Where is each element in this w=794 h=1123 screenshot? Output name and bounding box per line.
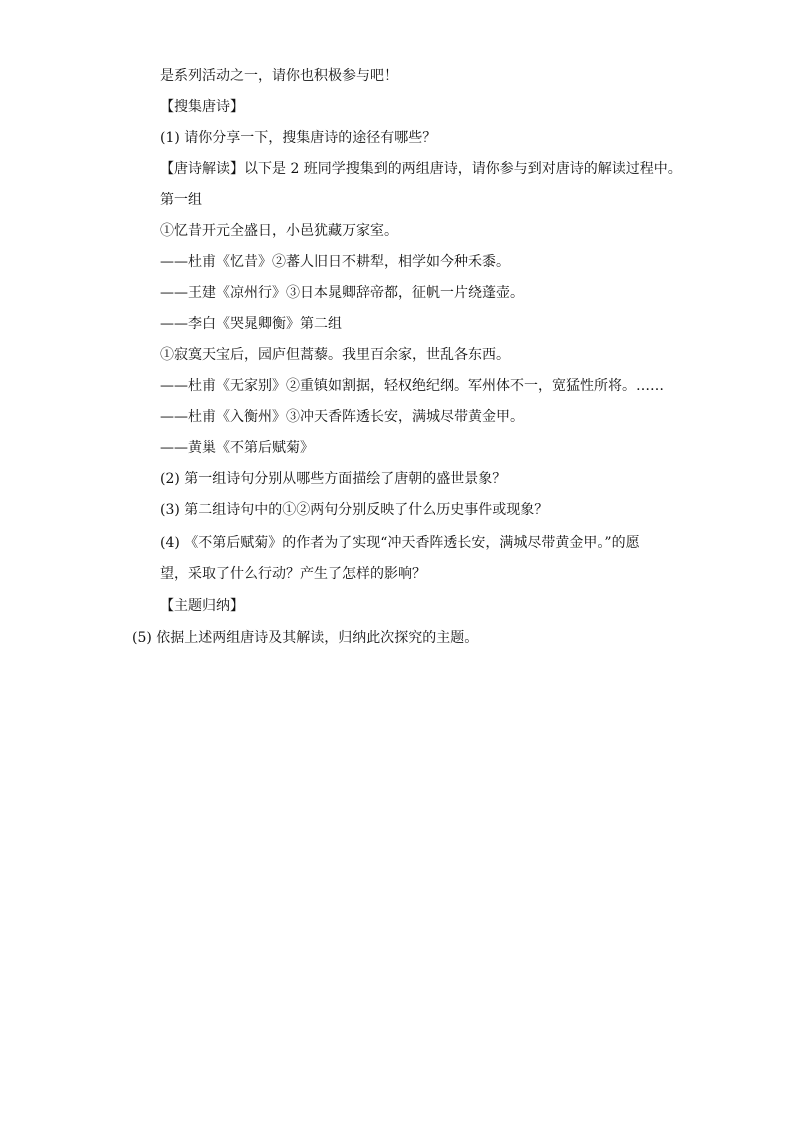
poem-line: ①寂寞天宝后，园庐但蒿藜。我里百余家，世乱各东西。 [160, 347, 510, 363]
poem-line: ——杜甫《无家别》②重镇如割据，轻权绝纪纲。军州体不一，宽猛性所将。…… [160, 378, 664, 394]
question-4-continued: 望，采取了什么行动？产生了怎样的影响？ [160, 566, 426, 582]
question-5: (5) 依据上述两组唐诗及其解读，归纳此次探究的主题。 [132, 630, 479, 646]
intro-text: 是系列活动之一，请你也积极参与吧！ [160, 68, 398, 84]
question-2: (2) 第一组诗句分别从哪些方面描绘了唐朝的盛世景象？ [160, 471, 507, 487]
poem-line: ——杜甫《忆昔》②蕃人旧日不耕犁，相学如今种禾黍。 [160, 254, 510, 270]
poem-line: ——黄巢《不第后赋菊》 [160, 440, 314, 456]
group-one-label: 第一组 [160, 192, 202, 208]
poem-line: ①忆昔开元全盛日，小邑犹藏万家室。 [160, 223, 398, 239]
poem-line: ——李白《哭晁卿衡》第二组 [160, 316, 342, 332]
poem-line: ——杜甫《入衡州》③冲天香阵透长安，满城尽带黄金甲。 [160, 409, 524, 425]
section-heading-interpret: 【唐诗解读】以下是 2 班同学搜集到的两组唐诗，请你参与到对唐诗的解读过程中。 [160, 161, 682, 177]
question-3: (3) 第二组诗句中的①②两句分别反映了什么历史事件或现象？ [160, 502, 549, 518]
question-4: (4) 《不第后赋菊》的作者为了实现“冲天香阵透长安，满城尽带黄金甲。”的愿 [160, 535, 640, 551]
question-1: (1) 请你分享一下，搜集唐诗的途径有哪些？ [160, 130, 437, 146]
section-heading-theme: 【主题归纳】 [160, 598, 244, 614]
section-heading-collect: 【搜集唐诗】 [160, 99, 244, 115]
poem-line: ——王建《凉州行》③日本晁卿辞帝都，征帆一片绕蓬壶。 [160, 285, 524, 301]
